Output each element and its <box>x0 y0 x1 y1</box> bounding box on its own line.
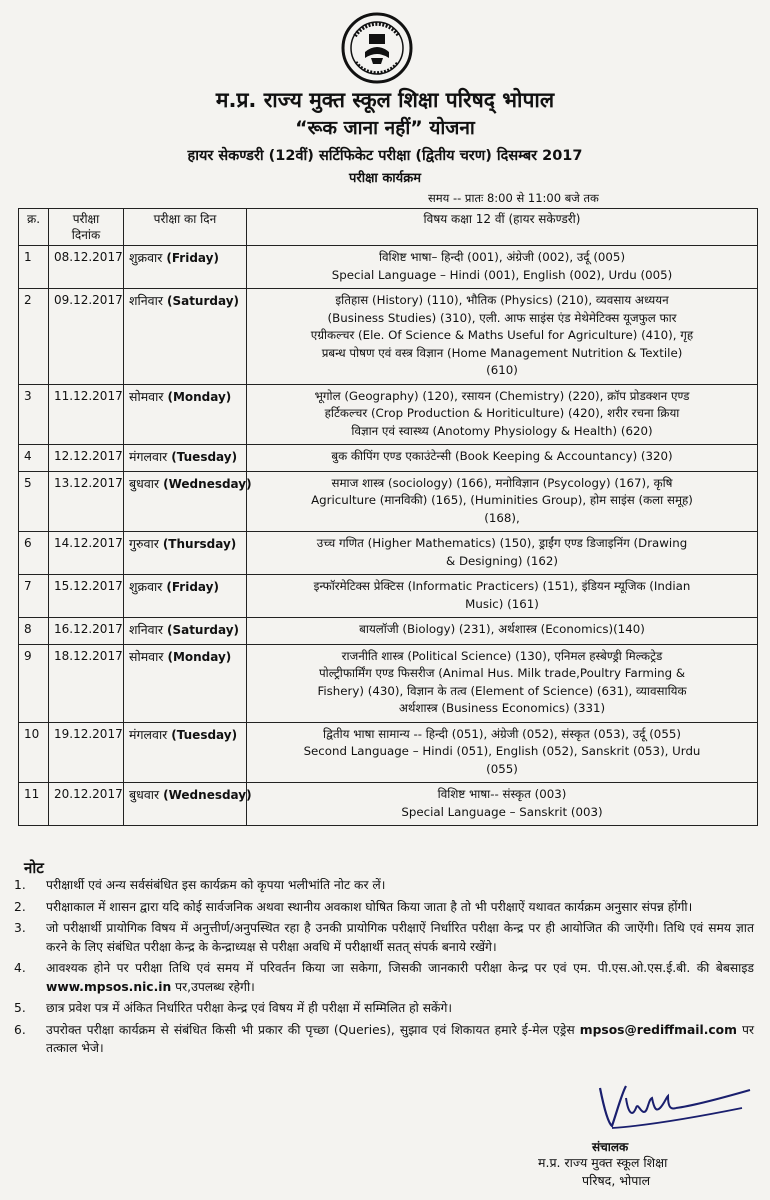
row-subject-line: (610) <box>486 363 518 377</box>
table-row <box>19 289 758 385</box>
signature-title: संचालक <box>592 1140 629 1154</box>
row-day-hindi: सोमवार <box>129 648 164 664</box>
table-row <box>19 471 758 532</box>
table-row <box>19 532 758 575</box>
row-subjects <box>247 246 758 289</box>
row-day-english: (Saturday) <box>166 623 240 637</box>
row-day <box>124 445 247 472</box>
note-item <box>14 919 754 956</box>
table-row <box>19 644 758 722</box>
row-subject-line: हर्टिकल्चर (Crop Production & Horiticulture) (420), शरीर रचना क्रिया <box>324 406 680 420</box>
row-date: 12.12.2017 <box>49 445 124 472</box>
notes-heading: नोट <box>24 859 44 877</box>
table-row <box>19 384 758 445</box>
row-day-english: (Friday) <box>166 580 219 594</box>
row-subject-line: Second Language – Hindi (051), English (052), Sanskrit (053), Urdu <box>303 744 701 758</box>
row-subjects <box>247 618 758 645</box>
header-sn: क्र. <box>19 209 49 246</box>
row-day-hindi: बुधवार <box>129 475 160 491</box>
row-subject-line: (055) <box>486 761 518 776</box>
row-day-english: (Tuesday) <box>171 450 238 464</box>
row-date: 09.12.2017 <box>49 289 124 385</box>
note-text-part: आवश्यक होने पर परीक्षा तिथि एवं समय में परिवर्तन किया जा सकेगा, जिसकी जानकारी परीक्षा केन्द्र पर एवं एम. पी.एस.ओ.एस.ई.बी. की बेबसाइड <box>46 961 754 975</box>
note-number: 6. <box>14 1022 26 1037</box>
row-day <box>124 289 247 385</box>
note-number: 3. <box>14 921 26 935</box>
row-subject-line: समाज शास्त्र (sociology) (166), मनोविज्ञान (Psycology) (167), कृषि <box>331 475 673 490</box>
row-subjects <box>247 471 758 532</box>
row-sn: 3 <box>19 384 49 445</box>
row-subject-line: विशिष्ट भाषा-- संस्कृत (003) <box>437 787 567 801</box>
row-subject-line: उच्च गणित (Higher Mathematics) (150), ड्राईंग एण्ड डिजाइनिंग (Drawing <box>316 536 688 550</box>
row-day <box>124 532 247 575</box>
note-item <box>14 876 754 895</box>
row-date: 13.12.2017 <box>49 471 124 532</box>
programme-title: परीक्षा कार्यक्रम <box>349 171 421 186</box>
header-date-line2: दिनांक <box>71 228 101 242</box>
row-subjects <box>247 445 758 472</box>
table-row <box>19 445 758 472</box>
signature-org-line2: परिषद, भोपाल <box>582 1173 651 1188</box>
header-date-line1: परीक्षा <box>72 212 100 226</box>
row-day <box>124 644 247 722</box>
row-date: 11.12.2017 <box>49 384 124 445</box>
row-subjects <box>247 783 758 826</box>
row-date: 14.12.2017 <box>49 532 124 575</box>
table-row <box>19 246 758 289</box>
row-day-hindi: शुक्रवार <box>129 250 163 265</box>
note-number: 1. <box>14 878 26 892</box>
row-subjects <box>247 722 758 783</box>
row-date: 18.12.2017 <box>49 644 124 722</box>
row-sn: 8 <box>19 618 49 645</box>
schedule-body <box>19 246 758 826</box>
note-text-part: पर तत्काल भेजे। <box>46 1022 754 1055</box>
row-day-english: (Monday) <box>167 649 232 664</box>
row-day-english: (Thursday) <box>162 537 237 551</box>
row-day-hindi: मंगलवार <box>129 726 168 742</box>
row-day-english: (Wednesday) <box>163 476 252 491</box>
row-day <box>124 575 247 618</box>
row-sn: 9 <box>19 644 49 722</box>
note-text-part: उपरोक्त परीक्षा कार्यक्रम से संबंधित किसी भी प्रकार की पृच्छा (Queries), सुझाव एवं शिकायत हमारे ई-मेल एड्रेस <box>46 1022 580 1037</box>
note-text: छात्र प्रवेश पत्र में अंकित निर्धारित परीक्षा केन्द्र एवं विषय में ही परीक्षा में सम्मिलित हो सकेंगे। <box>46 1001 453 1015</box>
row-subject-line: & Designing) (162) <box>446 553 558 568</box>
table-header-row <box>19 209 758 246</box>
row-day-english: (Friday) <box>166 251 219 265</box>
note-item <box>14 898 754 917</box>
row-subject-line: Fishery) (430), विज्ञान के तत्व (Element of Science) (631), व्यावसायिक <box>317 683 687 698</box>
row-day-hindi: बुधवार <box>129 787 160 802</box>
row-subject-line: Special Language – Sanskrit (003) <box>401 804 603 819</box>
note-text-part: पर,उपलब्ध रहेगी। <box>171 979 255 994</box>
row-sn: 7 <box>19 575 49 618</box>
row-sn: 6 <box>19 532 49 575</box>
row-day-hindi: शनिवार <box>129 293 163 308</box>
header-day: परीक्षा का दिन <box>124 209 247 246</box>
header-date <box>49 209 124 246</box>
email-link[interactable]: mpsos@rediffmail.com <box>579 1022 737 1037</box>
row-day-hindi: शुक्रवार <box>129 579 163 594</box>
note-number: 2. <box>14 899 26 914</box>
row-sn: 11 <box>19 783 49 826</box>
row-subjects <box>247 644 758 722</box>
row-date: 19.12.2017 <box>49 722 124 783</box>
row-sn: 10 <box>19 722 49 783</box>
row-subject-line: इन्फॉरमेटिक्स प्रेक्टिस (Informatic Practicers) (151), इंडियन म्यूजिक (Indian <box>313 579 691 593</box>
row-day-hindi: गुरुवार <box>129 536 159 551</box>
row-subject-line: एग्रीकल्चर (Ele. Of Science & Maths Useful for Agriculture) (410), गृह <box>310 328 694 342</box>
row-subjects <box>247 289 758 385</box>
note-text <box>46 959 754 996</box>
row-day-hindi: मंगलवार <box>129 449 168 464</box>
row-day-english: (Monday) <box>167 389 232 404</box>
row-sn: 5 <box>19 471 49 532</box>
table-row <box>19 618 758 645</box>
board-seal-logo <box>341 12 413 84</box>
row-day <box>124 246 247 289</box>
row-day-english: (Wednesday) <box>163 788 252 802</box>
row-subject-line: (168), <box>484 510 520 525</box>
row-date: 16.12.2017 <box>49 618 124 645</box>
row-sn: 2 <box>19 289 49 385</box>
row-subject-line: भूगोल (Geography) (120), रसायन (Chemistry) (220), क्रॉप प्रोडक्शन एण्ड <box>314 388 690 403</box>
exam-title: हायर सेकण्डरी (12वीं) सर्टिफिकेट परीक्षा (द्वितीय चरण) दिसम्बर 2017 <box>187 148 583 164</box>
director-signature <box>582 1068 752 1138</box>
row-subject-line: प्रबन्ध पोषण एवं वस्त्र विज्ञान (Home Management Nutrition & Textile) <box>321 345 683 360</box>
row-subject-line: विशिष्ट भाषा– हिन्दी (001), अंग्रेजी (002), उर्दू (005) <box>378 250 626 264</box>
row-day <box>124 384 247 445</box>
signature-org-line1: म.प्र. राज्य मुक्त स्कूल शिक्षा <box>538 1155 668 1170</box>
row-day <box>124 618 247 645</box>
row-subjects <box>247 532 758 575</box>
row-subject-line: पोल्ट्रीफार्मिंग एण्ड फिसरीज (Animal Hus. Milk trade,Poultry Farming & <box>318 666 686 680</box>
row-date: 08.12.2017 <box>49 246 124 289</box>
note-number: 5. <box>14 1001 26 1015</box>
row-date: 15.12.2017 <box>49 575 124 618</box>
row-subject-line: बुक कीपिंग एण्ड एकाउंटेन्सी (Book Keeping & Accountancy) (320) <box>331 449 673 463</box>
exam-time: समय -- प्रातः 8:00 से 11:00 बजे तक <box>428 191 599 205</box>
row-day-hindi: शनिवार <box>129 622 163 637</box>
notes-list <box>14 876 754 1061</box>
row-subject-line: इतिहास (History) (110), भौतिक (Physics) (210), व्यवसाय अध्ययन <box>335 293 669 307</box>
table-row <box>19 783 758 826</box>
note-item <box>14 1021 754 1058</box>
row-day <box>124 471 252 532</box>
row-day-english: (Saturday) <box>166 294 240 308</box>
table-row <box>19 575 758 618</box>
row-subject-line: (Business Studies) (310), एली. आफ साइंस एंड मेथेमेटिक्स यूजफुल फार <box>327 310 677 325</box>
row-subjects <box>247 575 758 618</box>
row-subject-line: Agriculture (मानविकी) (165), (Huminities Group), होम साइंस (कला समूह) <box>311 493 693 507</box>
table-row <box>19 722 758 783</box>
row-sn: 4 <box>19 445 49 472</box>
row-subject-line: राजनीति शास्त्र (Political Science) (130), एनिमल हस्बेण्ड्री मिल्कट्रेड <box>341 648 663 663</box>
row-subject-line: Music) (161) <box>465 596 539 611</box>
row-date: 20.12.2017 <box>49 783 124 826</box>
note-text <box>46 1021 754 1058</box>
row-subjects <box>247 384 758 445</box>
scheme-title: “रूक जाना नहीं” योजना <box>295 117 475 139</box>
note-number: 4. <box>14 961 26 975</box>
exam-schedule-table <box>18 208 758 826</box>
website-link[interactable]: www.mpsos.nic.in <box>46 979 172 994</box>
row-sn: 1 <box>19 246 49 289</box>
note-text: परीक्षार्थी एवं अन्य सर्वसंबंधित इस कार्यक्रम को कृपया भलीभांति नोट कर लें। <box>46 878 386 892</box>
row-subject-line: Special Language – Hindi (001), English (002), Urdu (005) <box>331 267 673 282</box>
note-text: परीक्षाकाल में शासन द्वारा यदि कोई सार्वजनिक अथवा स्थानीय अवकाश घोषित किया जाता है तो भी परीक्षाऐं यथावत कार्यक्रम अनुसार संपन्न होंगी। <box>46 899 693 914</box>
row-subject-line: द्वितीय भाषा सामान्य -- हिन्दी (051), अंग्रेजी (052), संस्कृत (053), उर्दू (055) <box>323 726 681 741</box>
row-subject-line: विज्ञान एवं स्वास्थ्य (Anotomy Physiology & Health) (620) <box>351 423 653 438</box>
note-text: जो परीक्षार्थी प्रायोगिक विषय में अनुत्तीर्ण/अनुपस्थित रहा है उनकी प्रायोगिक परीक्षाऐं निर्धारित परीक्षा केन्द्र पर ही आयोजित की जाऐंगी। तिथि एवं समय ज्ञात करने के लिए संबंधित परीक्षा केन्द्र के केन्द्राध्यक्ष से परीक्षा अवधि में परीक्षार्थी सतत् संपर्क बनाये रखेंगे। <box>46 921 754 954</box>
row-day-hindi: सोमवार <box>129 388 164 404</box>
note-item <box>14 959 754 996</box>
row-subject-line: अर्थशास्त्र (Business Economics) (331) <box>398 701 606 715</box>
row-day <box>124 722 247 783</box>
row-day-english: (Tuesday) <box>171 727 238 742</box>
row-subject-line: बायलॉजी (Biology) (231), अर्थशास्त्र (Economics)(140) <box>359 622 645 636</box>
header-subject: विषय कक्षा 12 वीं (हायर सकेण्डरी) <box>247 209 758 246</box>
board-title: म.प्र. राज्य मुक्त स्कूल शिक्षा परिषद् भोपाल <box>215 88 555 112</box>
note-item <box>14 999 754 1018</box>
row-day <box>124 783 252 826</box>
